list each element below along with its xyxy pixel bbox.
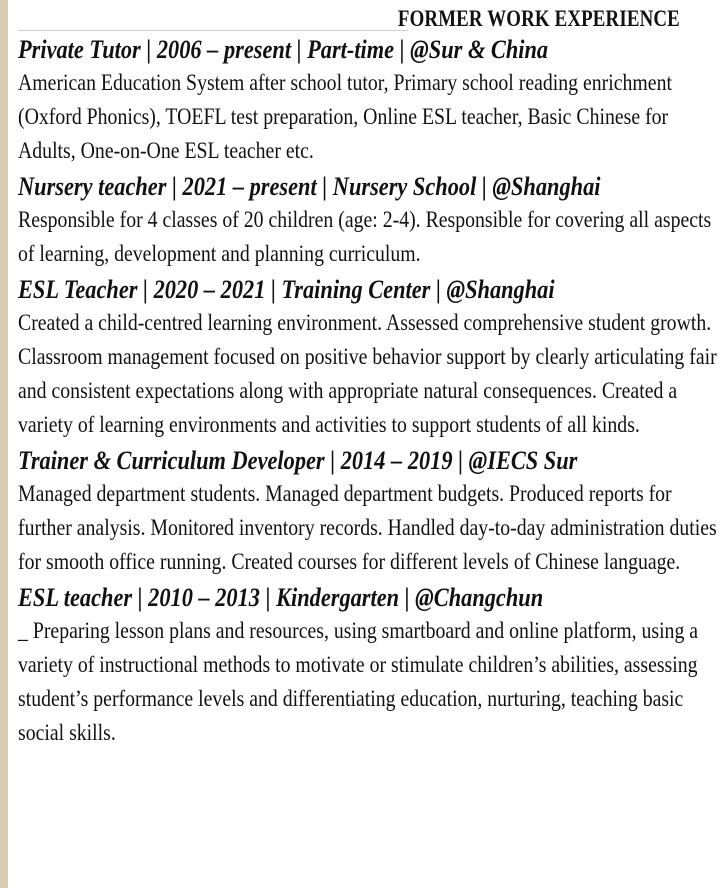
job-entry-private-tutor [18, 34, 722, 168]
left-border-strip [0, 0, 8, 888]
job-title: ESL teacher | 2010 – 2013 | Kindergarten | @Changchun [18, 583, 544, 612]
job-description: Created a child-centred learning environment. Assessed comprehensive student growth. Classroom management focused on positive behavior support by clearly articulating fair and consistent expectations along with appropriate natural consequences. Created a variety of learning environments and activities to support students of all kinds. [18, 310, 717, 437]
section-header [18, 0, 722, 34]
resume-section [18, 0, 722, 753]
job-entry-trainer-curriculum-developer [18, 445, 722, 579]
job-description: _ Preparing lesson plans and resources, using smartboard and online platform, using a variety of instructional methods to motivate or stimulate children’s abilities, assessing student’s performance levels and differentiating education, nurturing, teaching basic social skills. [18, 618, 699, 745]
job-description: Managed department students. Managed department budgets. Produced reports for further analysis. Monitored inventory records. Handled day-to-day administration duties for smooth office running. Created courses for different levels of Chinese language. [18, 481, 717, 574]
job-title: Trainer & Curriculum Developer | 2014 – 2019 | @IECS Sur [18, 446, 578, 475]
job-title: Private Tutor | 2006 – present | Part-time | @Sur & China [18, 35, 549, 64]
section-title: FORMER WORK EXPERIENCE [398, 6, 680, 31]
job-description: American Education System after school tutor, Primary school reading enrichment (Oxford Phonics), TOEFL test preparation, Online ESL teacher, Basic Chinese for Adults, One-on-One ESL teacher etc. [18, 70, 672, 163]
job-title: Nursery teacher | 2021 – present | Nursery School | @Shanghai [18, 172, 601, 201]
header-divider [18, 30, 408, 31]
job-title: ESL Teacher | 2020 – 2021 | Training Center | @Shanghai [18, 275, 555, 304]
job-entry-esl-teacher-training-center [18, 274, 722, 442]
job-description: Responsible for 4 classes of 20 children (age: 2-4). Responsible for covering all aspects of learning, development and planning curriculum. [18, 207, 712, 266]
job-entry-esl-teacher-kindergarten [18, 582, 722, 750]
job-entry-nursery-teacher [18, 171, 722, 271]
